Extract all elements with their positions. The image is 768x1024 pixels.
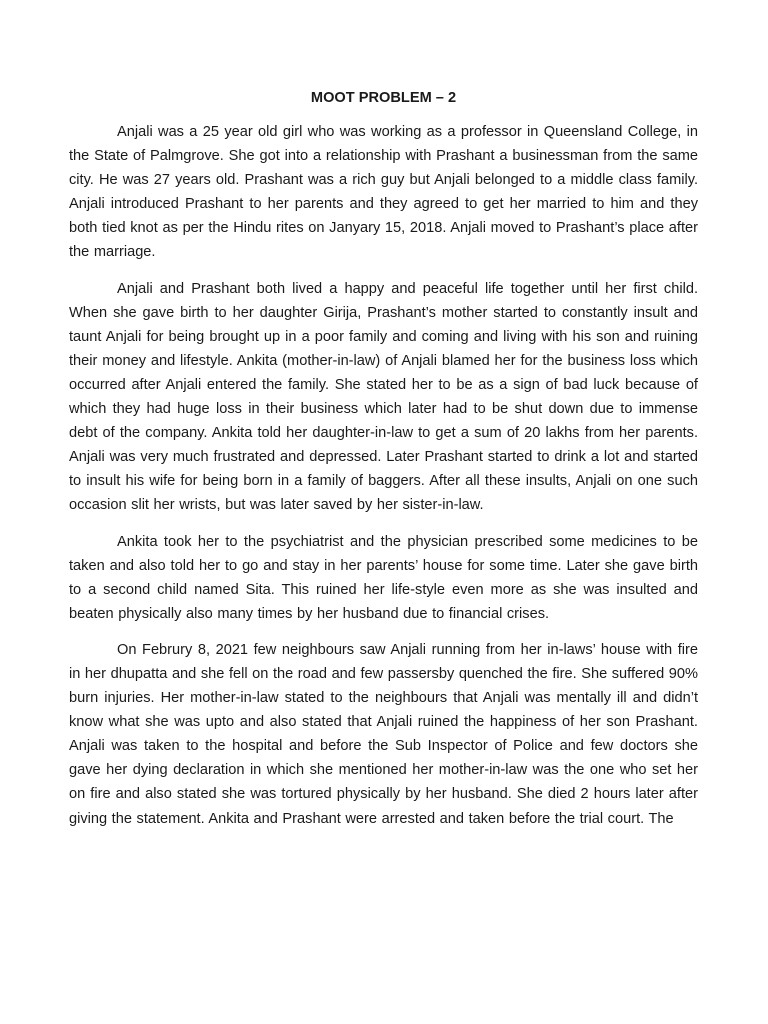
document-body [69,86,698,843]
paragraph-2: Anjali and Prashant both lived a happy and peaceful life together until her first child. When she gave birth to her daughter Girija, Prashant’s mother started to constantly insult and taunt Anjali for being brought up in a poor family and coming and living with his son and ruining their money and lifestyle. Ankita (mother-in-law) of Anjali blamed her for the business loss which occurred after Anjali entered the family. She stated her to be as a sign of bad luck because of which they had huge loss in their business which later had to be shut down due to immense debt of the company. Ankita told her daughter-in-law to get a sum of 20 lakhs from her parents. Anjali was very much frustrated and depressed. Later Prashant started to drink a lot and started to insult his wife for being born in a family of baggers. After all these insults, Anjali on one such occasion slit her wrists, but was later saved by her sister-in-law. [69,280,698,514]
document-title: MOOT PROBLEM – 2 [310,90,457,106]
paragraph-1: Anjali was a 25 year old girl who was working as a professor in Queensland College, in the State of Palmgrove. She got into a relationship with Prashant a businessman from the same city. He was 27 years old. Prashant was a rich guy but Anjali belonged to a middle class family. Anjali introduced Prashant to her parents and they agreed to get her married to him and they both tied knot as per the Hindu rites on Janyary 15, 2018. Anjali moved to Prashant’s place after the marriage. [69,124,698,261]
paragraph-4: On Februry 8, 2021 few neighbours saw Anjali running from her in-laws’ house with fire in her dhupatta and she fell on the road and few passersby quenched the fire. She suffered 90% burn injuries. Her mother-in-law stated to the neighbours that Anjali was mentally ill and didn’t know what she was upto and also stated that Anjali ruined the happiness of her son Prashant. Anjali was taken to the hospital and before the Sub Inspector of Police and few doctors she gave her dying declaration in which she mentioned her mother-in-law was the one who set her on fire and also stated she was tortured physically by her husband. She died 2 hours later after giving the statement. Ankita and Prashant were arrested and taken before the trial court. The [69,641,698,827]
paragraph-3: Ankita took her to the psychiatrist and the physician prescribed some medicines to be taken and also told her to go and stay in her parents’ house for some time. Later she gave birth to a second child named Sita. This ruined her life-style even more as she was insulted and beaten physically also many times by her husband due to financial crises. [69,533,698,622]
